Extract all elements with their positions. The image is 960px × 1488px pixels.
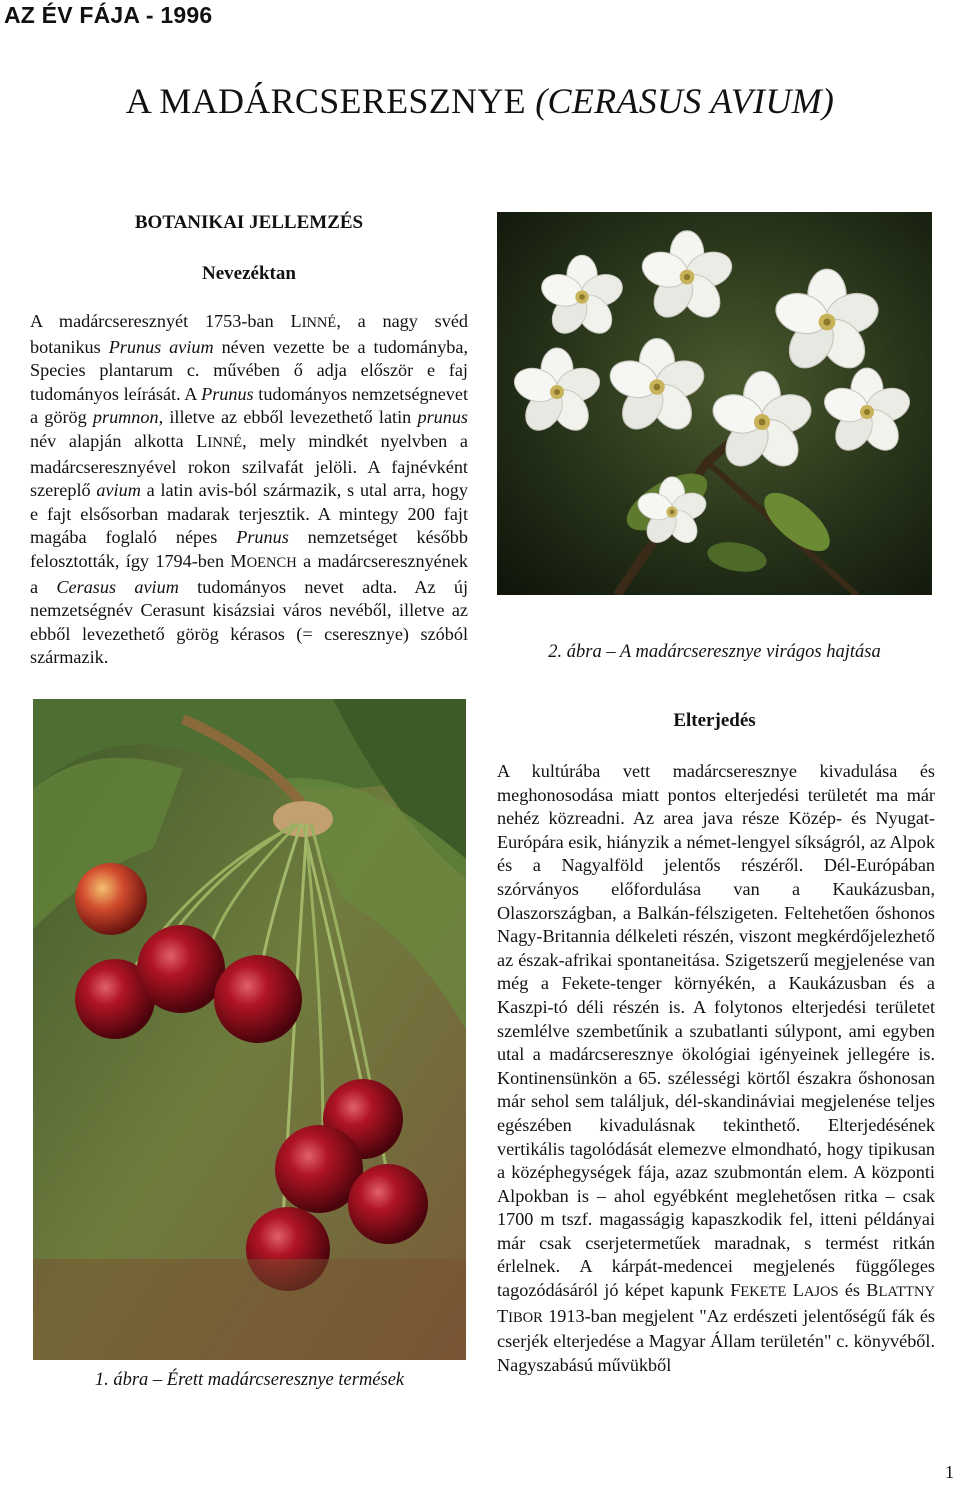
small-caps-run: OENCH	[246, 554, 297, 571]
small-caps-run: AJOS	[803, 1284, 839, 1301]
text-run: név alapján alkotta L	[30, 430, 208, 451]
text-run: A kultúrába vett madárcseresznye kivadulása és meghonosodása miatt pontos elterjedési területét ma már nehéz közreadni. Az area java része Közép- és Nyugat-Európára esik, hiányzik a német-lengyel síkságról, az Alpok és a Nagyalföld jelentős részéről. Dél-Európában szórványos előfordulása van a Kaukázusban, Olaszországban, a Balkán-félszigeten. Feltehetően őshonos Nagy-Britannia délkeleti részén, viszont megkérdőjelezhető az észak-afrikai spontaneitása. Szigetszerű megjelenése van még a Fekete-tenger környékén, a Kaukázusban és a Kaszpi-tó déli részén is. A folytonos elterjedési területet szemlélve szembetűnik a szubatlanti súlypont, ami egyben utal a madárcseresznye ökológiai igényeinek jellegére is. Kontinensünkön a 65. szélességi körtől északra őshonosan már sehol sem találjuk, dél-skandináviai megjelenése teljes egészében kivadulásnak tekinthető. Elterjedésének vertikális tagolódását elemezve elmondható, hogy tipikusan a középhegységek fája, azaz szubmontán elem. A központi Alpokban is – ahol egyébként meglehetősen ritka – csak 1700 m tszf. magasságig kapaszkodik fel, itteni példányai már csak cserjetermetűek maradnak, s termést ritkán érlelnek. A kárpát-medencei megjelenés függőleges tagozódásáról jó képet kapunk F	[497, 761, 935, 1301]
italic-run: prunus	[417, 407, 468, 428]
text-run: T	[497, 1305, 509, 1326]
text-run: , mely mindkét nyelvben a madárcseresznyével rokon szilvafát jelöli. A fajnévként szereplő	[30, 430, 469, 501]
text-run: L	[786, 1280, 804, 1301]
small-caps-run: IBOR	[508, 1309, 543, 1326]
subheading-elterjedes: Elterjedés	[673, 710, 756, 731]
small-caps-run: LATTNY	[878, 1284, 935, 1301]
text-run: tudományos nevet adta. Az új nemzetségnév Cerasunt kisázsiai város nevéből, illetve az ebből levezethető görög kérasos (= cseresznye) szóból származik.	[30, 576, 469, 668]
text-run: A madárcseresznyét 1753-ban L	[30, 311, 302, 331]
italic-run: Prunus	[236, 527, 289, 548]
small-caps-run: INNÉ	[301, 315, 337, 331]
small-caps-run: EKETE	[740, 1284, 787, 1301]
figure-2-blossom-photo	[497, 212, 932, 595]
text-run: illetve az ebből levezethető latin	[163, 407, 418, 428]
text-run: 1913-ban megjelent "Az erdészeti jelentőségű fák és cserjék elterjedése a Magyar Állam területén" c. könyvéből. Nagyszabású művükből	[497, 1305, 935, 1375]
text-run: nemzetséget később felosztották, így 1794-ben M	[30, 527, 468, 571]
main-title-text: A MADÁRCSERESZNYE	[125, 81, 536, 121]
text-run: a latin avis-ból származik, s utal arra, hogy e fajt elsősorban madarak terjesztik. A mintegy 200 fajt magába foglaló népes	[30, 480, 468, 548]
italic-run: Prunus	[201, 383, 254, 404]
italic-run: avium	[96, 480, 141, 501]
figure-2-caption: 2. ábra – A madárcseresznye virágos hajtása	[548, 642, 881, 662]
italic-run: Prunus avium	[108, 336, 214, 357]
figure-1-cherries-photo	[33, 699, 466, 1360]
italic-run: Cerasus avium	[56, 576, 179, 597]
paragraph-elterjedes	[497, 760, 935, 1377]
italic-run: prumnon,	[92, 407, 164, 428]
section-heading: BOTANIKAI JELLEMZÉS	[134, 212, 364, 233]
text-run: a madárcseresznyének a	[30, 550, 468, 597]
figure-1-caption: 1. ábra – Érett madárcseresznye termések	[94, 1370, 405, 1390]
header-title: AZ ÉV FÁJA - 1996	[4, 2, 213, 28]
page-number: 1	[945, 1462, 954, 1482]
text-run: , a nagy svéd botanikus	[30, 311, 468, 357]
subheading-nevezektan: Nevezéktan	[202, 263, 296, 284]
main-title	[0, 80, 960, 122]
text-run: és B	[838, 1280, 879, 1301]
text-run: néven vezette be a tudományba, Species plantarum c. művében ő adja először e faj tudományos leírását. A	[30, 336, 469, 404]
paragraph-nevezektan	[30, 310, 468, 670]
small-caps-run: INNÉ	[207, 434, 243, 451]
main-title-latin: (CERASUS AVIUM)	[535, 81, 835, 121]
text-run: tudományos nemzetségnevet a görög	[30, 383, 468, 428]
